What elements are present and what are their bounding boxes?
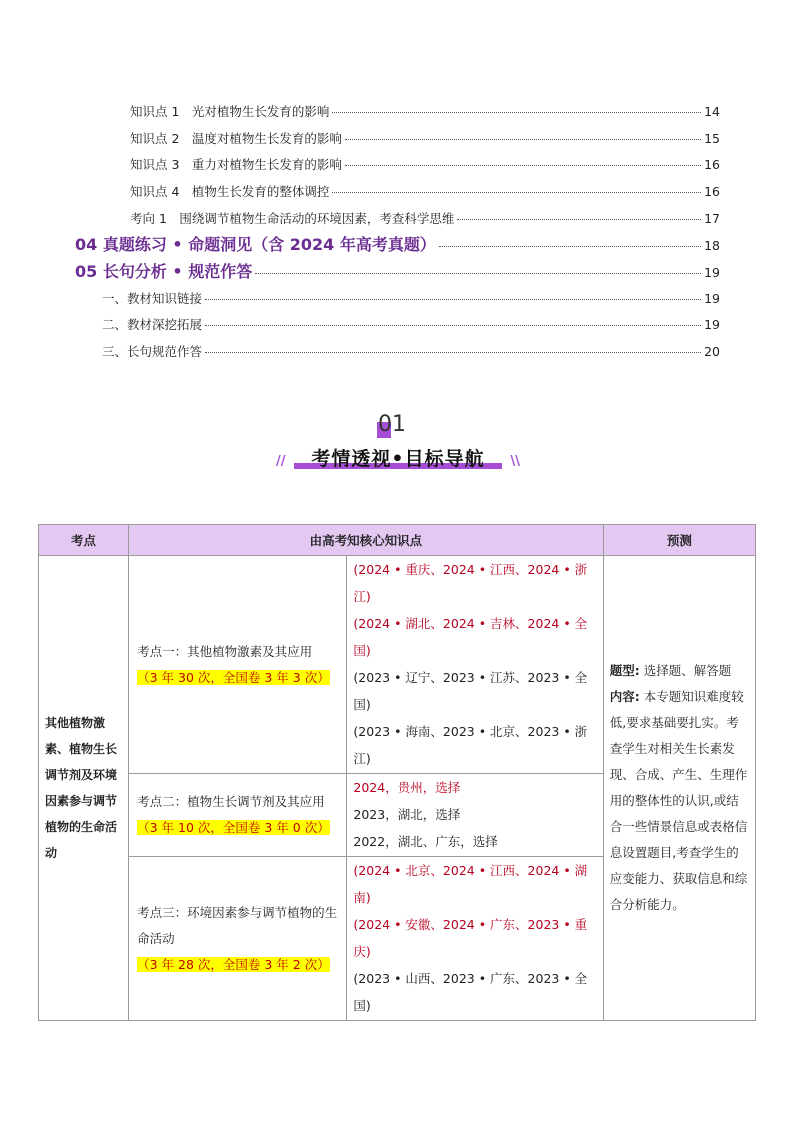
source-line: 2024，贵州，选择 <box>353 780 461 795</box>
source-line: (2023 • 山西、2023 • 广东、2023 • 全国) <box>353 971 588 1013</box>
toc-entry-item-1[interactable] <box>102 289 720 307</box>
toc-entry-text: 三、长句规范作答 <box>102 344 203 359</box>
point-stat: （3 年 28 次，全国卷 3 年 2 次） <box>137 956 330 972</box>
right-slash-decoration: \\ <box>510 454 520 469</box>
toc-page-number: 16 <box>704 184 720 199</box>
table-header-row <box>39 525 756 556</box>
table-row <box>39 556 756 774</box>
toc-leader <box>255 273 701 274</box>
toc-entry-text: 知识点 3 重力对植物生长发育的影响 <box>130 157 342 172</box>
toc-page-number: 20 <box>704 344 720 359</box>
toc-page-number: 19 <box>704 291 720 306</box>
source-line: 2022，湖北、广东，选择 <box>353 834 498 849</box>
toc-page-number: 19 <box>704 317 720 332</box>
source-line: 2023，湖北，选择 <box>353 807 461 822</box>
point-cell <box>129 857 347 1021</box>
toc-entry-text: 一、教材知识链接 <box>102 291 203 306</box>
source-line: (2024 • 安徽、2024 • 广东、2023 • 重庆) <box>353 917 588 959</box>
toc-entry-item-3[interactable] <box>102 342 720 360</box>
left-slash-decoration: // <box>276 454 286 469</box>
toc-leader <box>345 139 701 140</box>
topic-cell: 其他植物激素、植物生长调节剂及环境因素参与调节植物的生命活动 <box>39 556 129 1021</box>
point-cell <box>129 774 347 857</box>
toc-leader <box>205 352 701 353</box>
toc-entry-knowledge-3[interactable] <box>130 155 720 173</box>
toc-entry-text: 二、教材深挖拓展 <box>102 317 203 332</box>
toc-page-number: 19 <box>704 265 720 280</box>
toc-entry-text: 知识点 1 光对植物生长发育的影响 <box>130 104 330 119</box>
point-title: 考点三：环境因素参与调节植物的生命活动 <box>137 904 338 946</box>
point-title: 考点一：其他植物激素及其应用 <box>137 643 313 659</box>
source-line: (2024 • 重庆、2024 • 江西、2024 • 浙江) <box>353 562 588 604</box>
source-cell <box>347 556 603 774</box>
toc-entry-knowledge-4[interactable] <box>130 182 720 200</box>
toc-page-number: 15 <box>704 131 720 146</box>
toc-page-number: 18 <box>704 238 720 253</box>
toc-entry-knowledge-1[interactable] <box>130 102 720 120</box>
toc-leader <box>332 112 701 113</box>
toc-entry-direction-1[interactable] <box>130 209 720 227</box>
source-cell <box>347 774 603 857</box>
toc-page-number: 17 <box>704 211 720 226</box>
source-line: (2023 • 海南、2023 • 北京、2023 • 浙江) <box>353 724 588 766</box>
toc-leader <box>457 219 701 220</box>
toc-entry-text: 知识点 2 温度对植物生长发育的影响 <box>130 131 342 146</box>
header-points: 由高考知核心知识点 <box>129 525 604 556</box>
section-title <box>276 442 520 472</box>
toc-leader <box>205 299 701 300</box>
toc-entry-text: 04 真题练习 • 命题洞见（含 2024 年高考真题） <box>75 235 436 254</box>
forecast-content-value: 本专题知识难度较低,要求基础要扎实。考查学生对相关生长素发现、合成、产生、生理作用的整体性的认识,或结合一些情景信息或表格信息设置题目,考查学生的应变能力、获取信息和综合分析能力。 <box>609 689 748 912</box>
toc-leader <box>439 246 701 247</box>
toc-leader <box>345 165 701 166</box>
source-line: (2024 • 北京、2024 • 江西、2024 • 湖南) <box>353 863 588 905</box>
header-topic: 考点 <box>39 525 129 556</box>
point-stat: （3 年 10 次，全国卷 3 年 0 次） <box>137 820 330 835</box>
toc-entry-text: 考向 1 围绕调节植物生命活动的环境因素，考查科学思维 <box>130 211 455 226</box>
toc-entry-text: 05 长句分析 • 规范作答 <box>75 262 253 281</box>
source-cell <box>347 857 603 1021</box>
source-line: (2024 • 湖北、2024 • 吉林、2024 • 全国) <box>353 616 588 658</box>
forecast-type-label: 题型: <box>609 663 640 678</box>
toc-leader <box>205 325 701 326</box>
toc-entry-section-05[interactable] <box>75 259 720 282</box>
point-stat: （3 年 30 次，全国卷 3 年 3 次） <box>137 669 330 685</box>
header-forecast: 预测 <box>603 525 755 556</box>
section-number-text: 01 <box>378 412 406 437</box>
section-title-text: 考情透视•目标导航 <box>311 448 485 470</box>
toc-leader <box>332 192 701 193</box>
toc-entry-knowledge-2[interactable] <box>130 129 720 147</box>
point-title: 考点二：植物生长调节剂及其应用 <box>137 794 325 809</box>
forecast-type-value: 选择题、解答题 <box>639 663 732 678</box>
source-line: (2023 • 辽宁、2023 • 江苏、2023 • 全国) <box>353 670 588 712</box>
toc-page-number: 14 <box>704 104 720 119</box>
forecast-content-label: 内容: <box>609 689 640 704</box>
toc-page-number: 16 <box>704 157 720 172</box>
exam-analysis-table <box>38 524 756 1021</box>
toc-entry-text: 知识点 4 植物生长发育的整体调控 <box>130 184 330 199</box>
toc-entry-section-04[interactable] <box>75 232 720 255</box>
forecast-cell <box>603 556 755 1021</box>
section-number <box>378 412 406 437</box>
toc-entry-item-2[interactable] <box>102 315 720 333</box>
point-cell <box>129 556 347 774</box>
